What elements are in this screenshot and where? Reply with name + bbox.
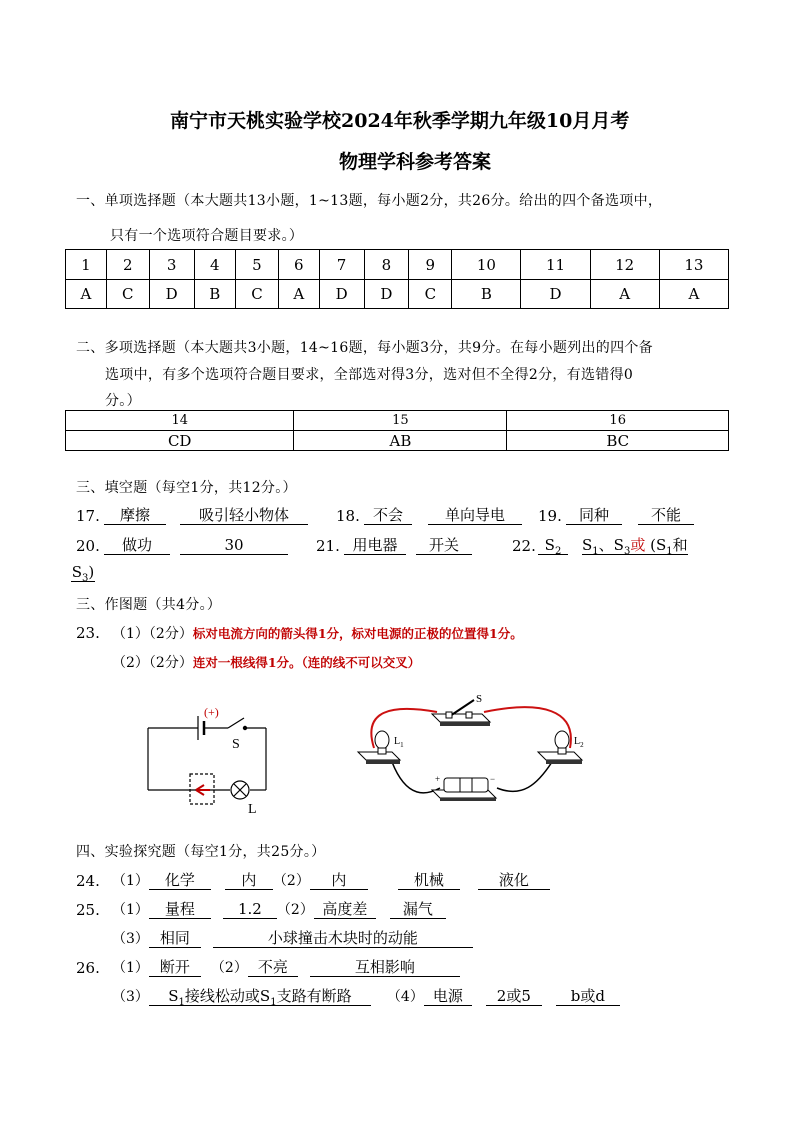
single-choice-number-3: 3	[149, 250, 194, 280]
q26-answer-5: 电源	[424, 987, 472, 1006]
q18-number: 18.	[336, 507, 360, 525]
battery-plus-sign: +	[435, 774, 441, 784]
q24-part1: （1）	[112, 873, 149, 889]
section1-heading-cont: 只有一个选项符合题目要求。）	[110, 228, 304, 244]
single-choice-answer-13: A	[659, 280, 728, 309]
q20-answer-1: 做功	[104, 536, 170, 555]
q18-answer-1: 不会	[364, 506, 412, 525]
q24-answer-3: 内	[310, 871, 368, 890]
q26-row-1	[76, 957, 460, 977]
q26-part1: （1）	[112, 960, 149, 976]
single-choice-answer-3: D	[149, 280, 194, 309]
page-title: 南宁市天桃实验学校2024年秋季学期九年级10月月考	[170, 110, 630, 132]
q25-part2: （2）	[276, 902, 314, 918]
q26-answer-4: $S_1$接线松动或$S_1$支路有断路	[149, 987, 371, 1006]
q21-answer-1: 用电器	[344, 536, 406, 555]
single-choice-number-5: 5	[235, 250, 278, 280]
q26-part2: （2）	[210, 960, 248, 976]
q25-answer-4: 漏气	[390, 900, 446, 919]
q24-row	[76, 870, 550, 890]
single-choice-number-2: 2	[106, 250, 149, 280]
q20-number: 20.	[76, 537, 100, 555]
q24-answer-5: 液化	[478, 871, 550, 890]
q18-answer-2: 单向导电	[428, 506, 522, 525]
current-arrow-icon	[196, 785, 210, 795]
single-choice-number-8: 8	[364, 250, 409, 280]
battery-minus-sign: −	[490, 774, 496, 784]
single-choice-answer-4: B	[194, 280, 235, 309]
q24-part2: （2）	[272, 873, 310, 889]
q19-answer-2: 不能	[638, 506, 694, 525]
q25-row-2	[112, 928, 473, 948]
multi-choice-number-3: 16	[507, 411, 729, 431]
section4-heading: 三、作图题（共4分。）	[76, 597, 222, 613]
q25-answer-3: 高度差	[314, 900, 376, 919]
single-choice-table	[65, 249, 729, 309]
q25-part1: （1）	[112, 902, 149, 918]
circuit-schematic-figure	[140, 700, 280, 815]
q24-number: 24.	[76, 872, 100, 890]
single-choice-number-13: 13	[659, 250, 728, 280]
q19-answer-1: 同种	[566, 506, 622, 525]
single-choice-answer-9: C	[409, 280, 452, 309]
q23-part2: （2）（2分）连对一根线得1分。（连的线不可以交叉）	[112, 655, 421, 671]
wire-battery-l2	[497, 762, 552, 791]
q22-answer-2: $S_1$、$S_3$或 ($S_1$和	[582, 536, 688, 557]
q25-number: 25.	[76, 901, 100, 919]
single-choice-number-9: 9	[409, 250, 452, 280]
q26-answer-7: b或d	[556, 987, 620, 1006]
single-choice-number-4: 4	[194, 250, 235, 280]
q22-number: 22.	[512, 537, 536, 555]
page-subtitle: 物理学科参考答案	[339, 151, 492, 173]
battery-plus-label: (+)	[204, 705, 219, 719]
single-choice-number-11: 11	[521, 250, 590, 280]
q26-answer-3: 互相影响	[310, 958, 460, 977]
q21-answer-2: 开关	[416, 536, 472, 555]
multi-choice-answer-1: CD	[66, 431, 294, 451]
single-choice-number-7: 7	[319, 250, 364, 280]
q25-answer-1: 量程	[149, 900, 211, 919]
single-choice-answer-7: D	[319, 280, 364, 309]
q22-answer-2-wrap: $S_3$)	[71, 563, 95, 584]
q26-row-2	[112, 986, 620, 1006]
q23-part2-text: 连对一根线得1分。（连的线不可以交叉）	[192, 655, 421, 670]
section5-heading: 四、实验探究题（每空1分，共25分。）	[76, 844, 326, 860]
multi-choice-answer-2: AB	[294, 431, 507, 451]
single-choice-number-6: 6	[278, 250, 319, 280]
q19-number: 19.	[538, 507, 562, 525]
section3-heading: 三、填空题（每空1分，共12分。）	[76, 480, 297, 496]
section2-heading: 二、多项选择题（本大题共3小题，14~16题，每小题3分，共9分。在每小题列出的四个备	[76, 340, 653, 356]
q25-answer-5: 相同	[149, 929, 201, 948]
single-choice-number-1: 1	[66, 250, 107, 280]
multi-choice-number-1: 14	[66, 411, 294, 431]
single-choice-answer-6: A	[278, 280, 319, 309]
q26-answer-2: 不亮	[248, 958, 298, 977]
q23-part1-text: 标对电流方向的箭头得1分，标对电源的正极的位置得1分。	[192, 626, 523, 641]
q17-answer-1: 摩擦	[104, 506, 166, 525]
q26-answer-1: 断开	[149, 958, 201, 977]
multi-choice-answer-3: BC	[507, 431, 729, 451]
section2-heading-cont: 选项中，有多个选项符合题目要求，全部选对得3分，选对但不全得2分，有选错得0	[105, 367, 634, 383]
battery-device	[432, 778, 496, 801]
physical-circuit-figure	[352, 690, 592, 805]
q23-part1: 23. （1）（2分）标对电流方向的箭头得1分，标对电源的正极的位置得1分。	[76, 624, 523, 642]
q25-part3: （3）	[112, 931, 149, 947]
single-choice-answer-12: A	[590, 280, 659, 309]
single-choice-answer-10: B	[452, 280, 521, 309]
single-choice-answer-8: D	[364, 280, 409, 309]
single-choice-answer-11: D	[521, 280, 590, 309]
fill-row-1	[76, 506, 694, 525]
q25-answer-6: 小球撞击木块时的动能	[213, 929, 473, 948]
fill-row-2	[76, 536, 688, 555]
single-choice-number-12: 12	[590, 250, 659, 280]
q25-answer-2: 1.2	[223, 900, 277, 919]
q17-number: 17.	[76, 507, 100, 525]
single-choice-answer-1: A	[66, 280, 107, 309]
single-choice-answer-2: C	[106, 280, 149, 309]
q21-number: 21.	[316, 537, 340, 555]
wire-l1-battery	[392, 762, 440, 793]
q26-part4: （4）	[386, 989, 424, 1005]
lamp-label: L	[248, 802, 257, 815]
q22-answer-1: $S_2$	[538, 536, 568, 555]
fig2-switch-label: S	[476, 693, 483, 705]
q24-answer-1: 化学	[149, 871, 211, 890]
q20-answer-2: 30	[180, 536, 288, 555]
q17-answer-2: 吸引轻小物体	[180, 506, 308, 525]
single-choice-number-10: 10	[452, 250, 521, 280]
multi-choice-table	[65, 410, 729, 451]
q26-answer-6: 2或5	[486, 987, 542, 1006]
switch-label: S	[232, 737, 240, 752]
q24-answer-4: 机械	[398, 871, 460, 890]
q24-answer-2: 内	[225, 871, 273, 890]
section2-heading-cont2: 分。）	[105, 393, 141, 409]
q26-part3: （3）	[112, 989, 149, 1005]
fig2-l1-label: $L_1$	[394, 736, 404, 749]
q26-number: 26.	[76, 959, 100, 977]
multi-choice-number-2: 15	[294, 411, 507, 431]
single-choice-answer-5: C	[235, 280, 278, 309]
fig2-l2-label: $L_2$	[574, 736, 584, 749]
section1-heading: 一、单项选择题（本大题共13小题，1~13题，每小题2分，共26分。给出的四个备选项中，	[76, 193, 663, 209]
q25-row-1	[76, 899, 446, 919]
